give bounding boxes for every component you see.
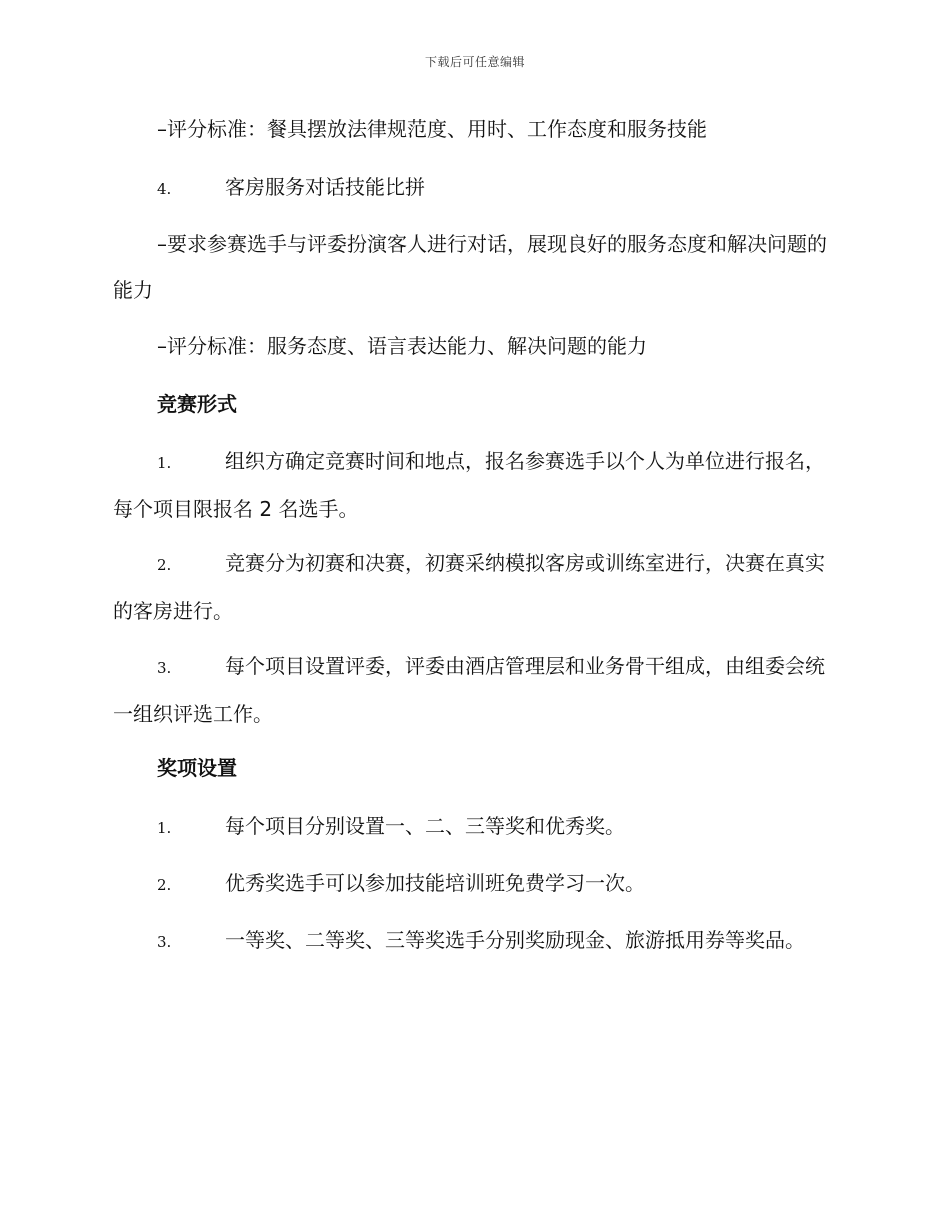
page-header: 下载后可任意编辑 <box>424 55 525 69</box>
list-number: 2. <box>157 876 172 894</box>
list-item <box>113 540 833 634</box>
list-text: 竞赛分为初赛和决赛，初赛采纳模拟客房或训练室进行，决赛在真实的客房进行。 <box>113 551 825 623</box>
list-number: 1. <box>157 454 172 472</box>
section-heading-awards: 奖项设置 <box>157 756 237 780</box>
list-item <box>113 860 833 908</box>
list-number: 3. <box>157 933 172 951</box>
list-item <box>113 164 833 212</box>
list-number: 1. <box>157 819 172 837</box>
section-heading-format: 竞赛形式 <box>157 392 237 416</box>
list-number: 2. <box>157 556 172 574</box>
list-text: 每个项目设置评委，评委由酒店管理层和业务骨干组成，由组委会统一组织评选工作。 <box>113 654 825 726</box>
list-item <box>113 803 833 851</box>
list-number: 3. <box>157 659 172 677</box>
list-item <box>113 643 833 737</box>
list-text: 优秀奖选手可以参加技能培训班免费学习一次。 <box>225 871 645 895</box>
paragraph-scoring-dialogue: –评分标准：服务态度、语言表达能力、解决问题的能力 <box>157 334 647 358</box>
list-item <box>113 438 833 532</box>
list-text: 客房服务对话技能比拼 <box>225 175 425 199</box>
list-text: 每个项目分别设置一、二、三等奖和优秀奖。 <box>225 814 625 838</box>
list-text: 一等奖、二等奖、三等奖选手分别奖励现金、旅游抵用券等奖品。 <box>225 928 805 952</box>
paragraph-dialogue-requirement: –要求参赛选手与评委扮演客人进行对话，展现良好的服务态度和解决问题的能力 <box>113 232 827 302</box>
list-number: 4. <box>157 180 172 198</box>
list-text: 组织方确定竞赛时间和地点，报名参赛选手以个人为单位进行报名，每个项目限报名 2 名选手。 <box>113 449 825 521</box>
list-item <box>113 917 833 965</box>
paragraph-scoring-tableware: –评分标准：餐具摆放法律规范度、用时、工作态度和服务技能 <box>157 117 707 141</box>
